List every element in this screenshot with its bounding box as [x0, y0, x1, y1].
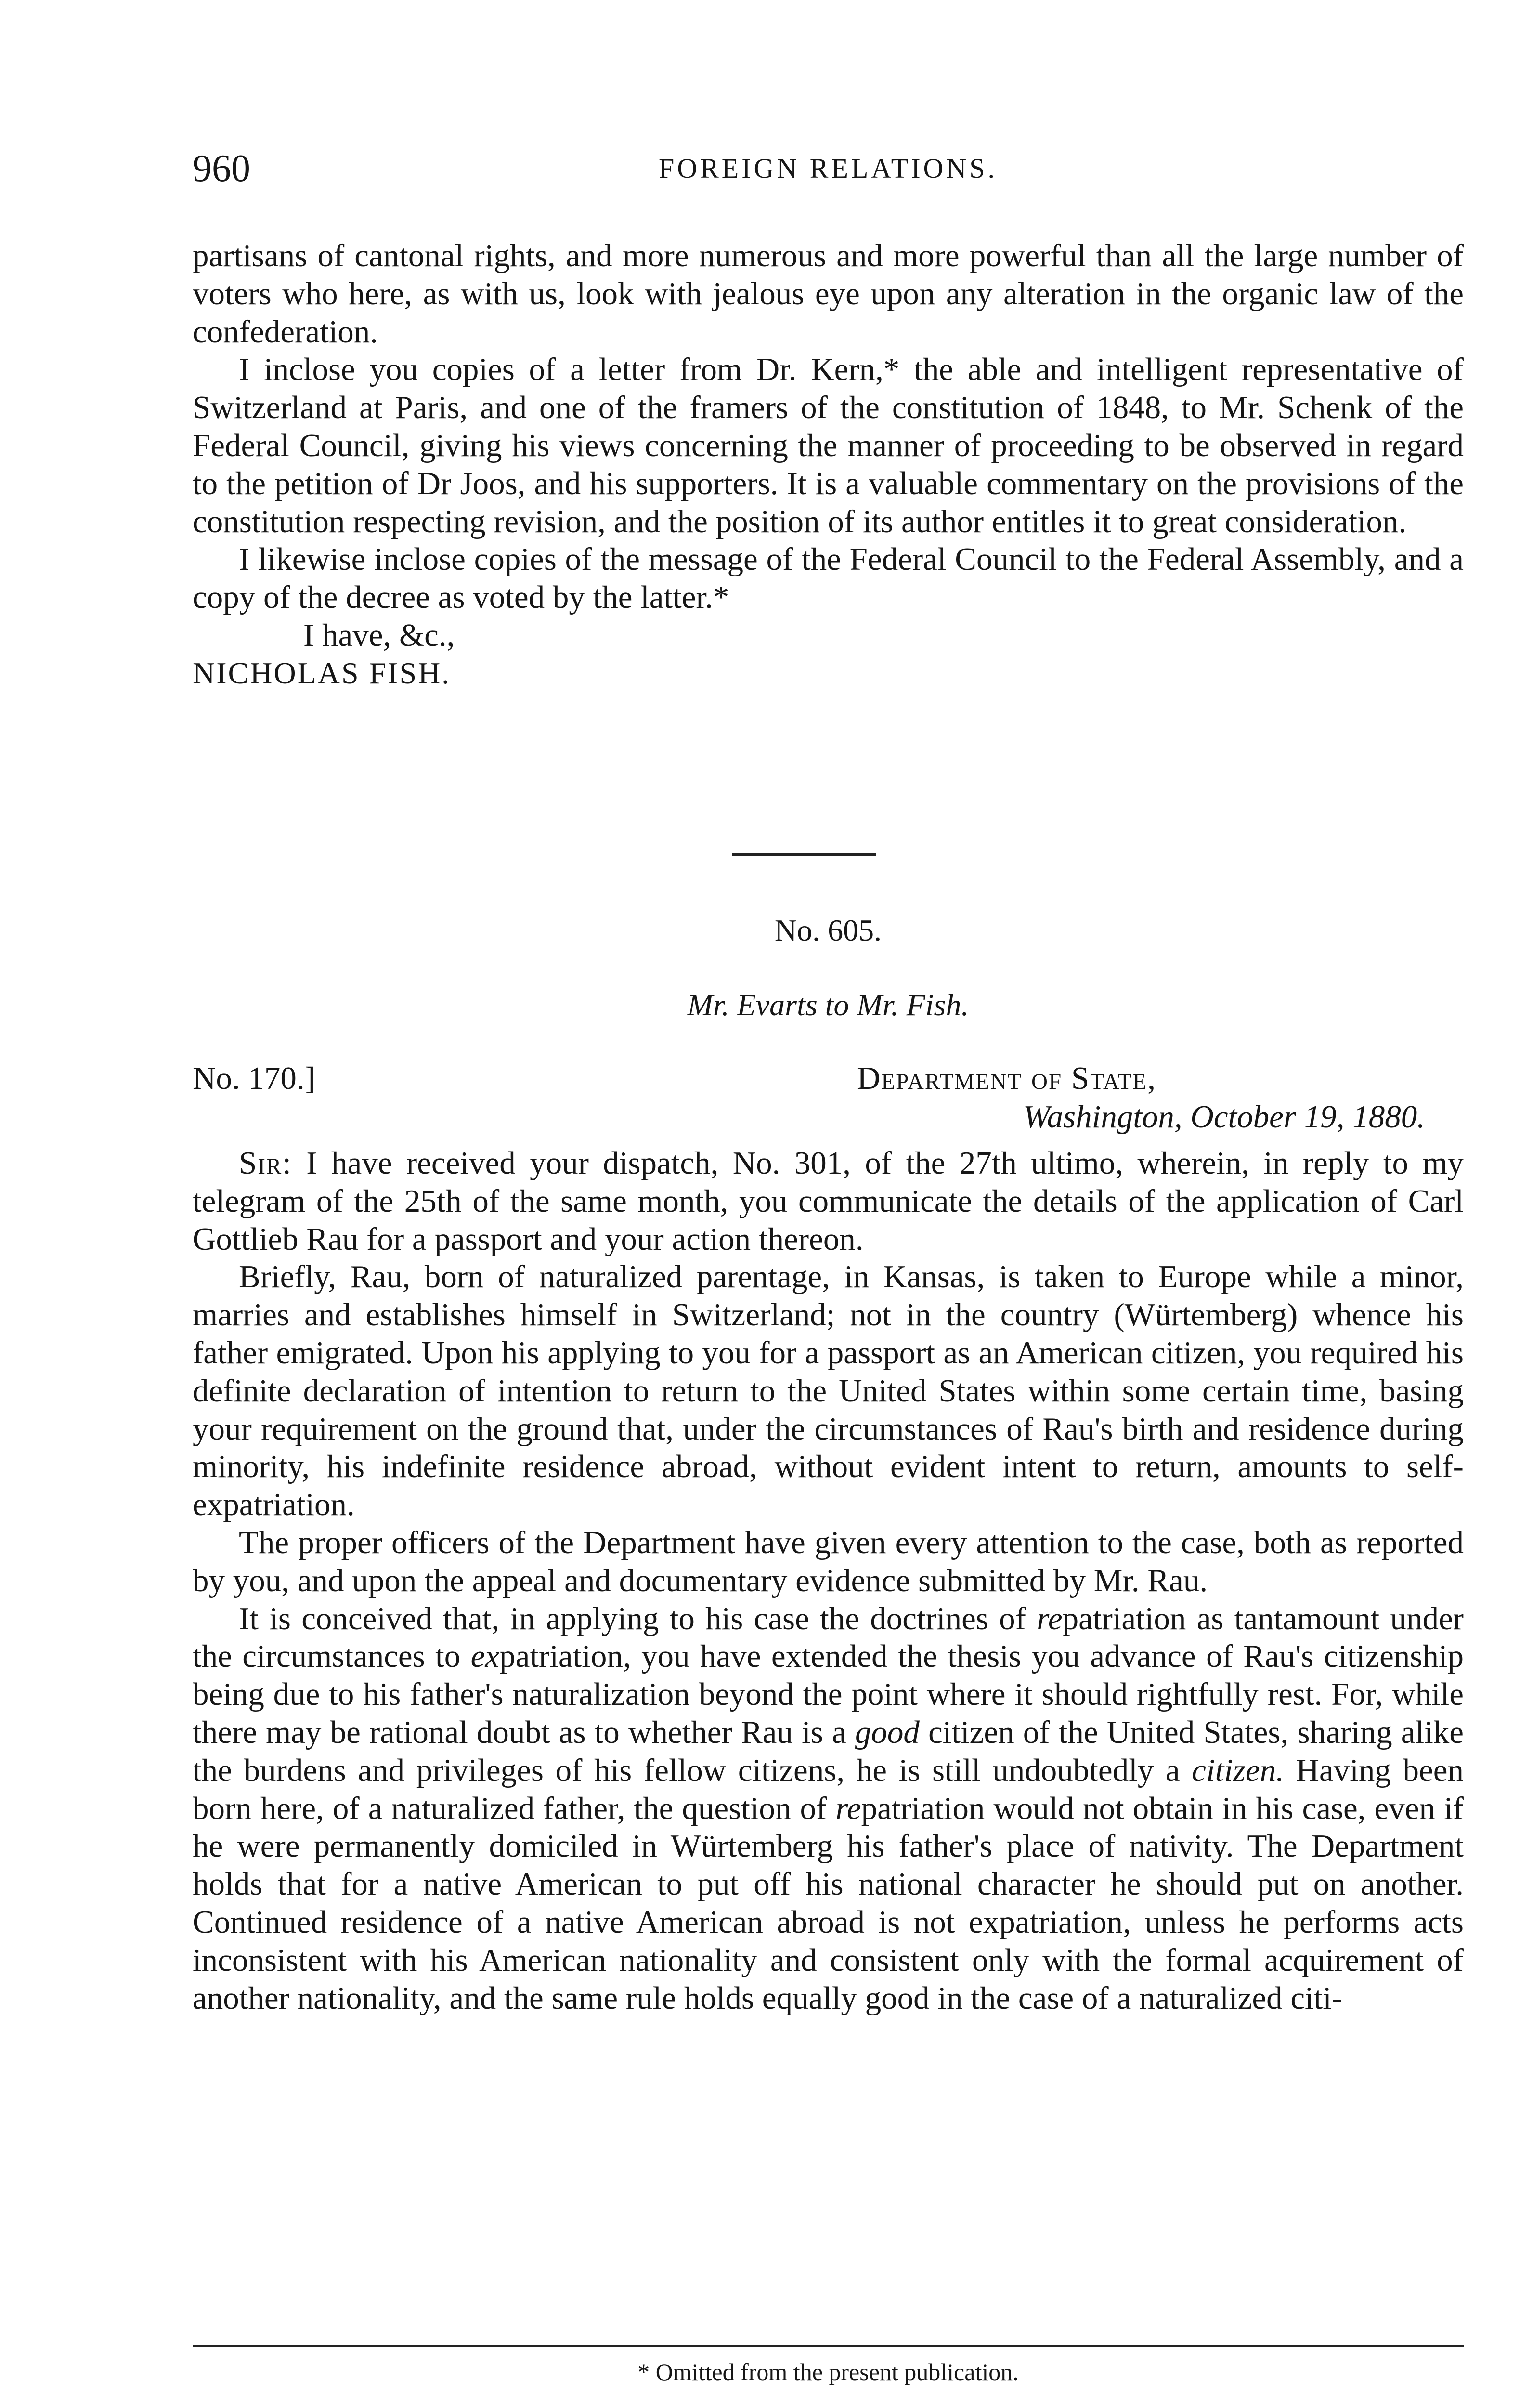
running-head: FOREIGN RELATIONS. — [658, 153, 998, 184]
letter-heading — [193, 1060, 1464, 1137]
paragraph-officers: The proper officers of the Department have given every attention to the case, both as reported by you, and upon the appeal and documentary evidence submitted by Mr. Rau. — [193, 1524, 1464, 1598]
dateline-date: October 19, 1880. — [1190, 1099, 1425, 1135]
italic-run: re — [835, 1790, 861, 1826]
section-divider — [732, 853, 876, 856]
paragraph-briefly: Briefly, Rau, born of naturalized parentage, in Kansas, is taken to Europe while a minor, marries and establishes himself in Switzerland; not in the country (Würtemberg) whence his father emigrated. Upon his applying to you for a passport as an American citizen, you required his definite declaration of intention to return to the United States within some certain time, basing your requirement on the ground that, under the circumstances of Rau's birth and residence during minority, his indefinite residence abroad, without evident intent to return, amounts to self-expatriation. — [193, 1259, 1464, 1523]
text-run: patriation as tantamount under the circumstances to — [193, 1600, 1464, 1675]
paragraph-kern-letter: I inclose you copies of a letter from Dr. Kern,* the able and intelligent representative of Switzerland at Paris, and one of the framers of the constitution of 1848, to Mr. Schenk of the Federal Council, giving his views concerning the manner of proceeding to be observed in regard to the petition of Dr Joos, and his supporters. It is a valuable commentary on the provisions of the constitution respecting revision, and the position of its author entitles it to great consideration. — [193, 352, 1464, 539]
text-run: patriation would not obtain in his case, even if he were permanently domiciled in Würtemberg his father's place of nativity. The Department holds that for a native American to put off his national character he should put on another. Continued residence of a native American abroad is not expatriation, unless he performs acts inconsistent with his American nationality and consistent only with the formal acquirement of another nationality, and the same rule holds equally good in the case of a naturalized citi- — [193, 1790, 1464, 2016]
dateline-place: Washington, — [1023, 1099, 1182, 1135]
italic-run: ex — [470, 1638, 500, 1675]
page-number: 960 — [193, 147, 250, 190]
letter-body — [193, 1144, 1464, 2017]
dateline — [1023, 1098, 1425, 1136]
paragraph-continued: partisans of cantonal rights, and more numerous and more powerful than all the large number of voters who here, as with us, look with jealous eye upon any alteration in the organic law of the confederation. — [193, 238, 1464, 350]
document-number: No. 605. — [774, 913, 882, 947]
continued-dispatch — [193, 237, 1464, 693]
page-header — [193, 144, 1464, 197]
text-run: citizen of the United States, sharing alike the burdens and privileges of his fellow citizens, he is still undoubtedly a — [193, 1714, 1464, 1788]
paragraph-enclosures: I likewise inclose copies of the message of the Federal Council to the Federal Assembly, and a copy of the decree as voted by the latter.* — [193, 541, 1464, 615]
document-title: Mr. Evarts to Mr. Fish. — [687, 988, 969, 1022]
italic-run: citizen. — [1192, 1752, 1284, 1788]
paragraph-conceived — [193, 1600, 1464, 2017]
text-run: patriation, you have extended the thesis you advance of Rau's citizenship being due to his father's naturalization beyond the point where it should rightfully rest. For, while there may be rational doubt as to whether Rau is a — [193, 1638, 1464, 1750]
closing-line: I have, &c., — [303, 617, 455, 653]
signature: NICHOLAS FISH. — [193, 655, 451, 690]
text-run: It is conceived that, in applying to his case the doctrines of — [239, 1600, 1037, 1636]
italic-run: good — [855, 1714, 920, 1750]
footnote-rule — [193, 2345, 1464, 2347]
file-number: No. 170.] — [193, 1060, 315, 1096]
footnote: * Omitted from the present publication. — [637, 2358, 1019, 2385]
italic-run: re — [1037, 1600, 1063, 1636]
paragraph-received-text: I have received your dispatch, No. 301, of the 27th ultimo, wherein, in reply to my telegram of the 25th of the same month, you communicate the details of the application of Carl Gottlieb Rau for a passport and your action thereon. — [193, 1145, 1464, 1257]
department-name: Department of State, — [857, 1060, 1156, 1096]
paragraph-received — [193, 1144, 1464, 1258]
text-run: Having been born here, of a naturalized father, the question of — [193, 1752, 1464, 1826]
salutation: Sir: — [239, 1145, 292, 1181]
